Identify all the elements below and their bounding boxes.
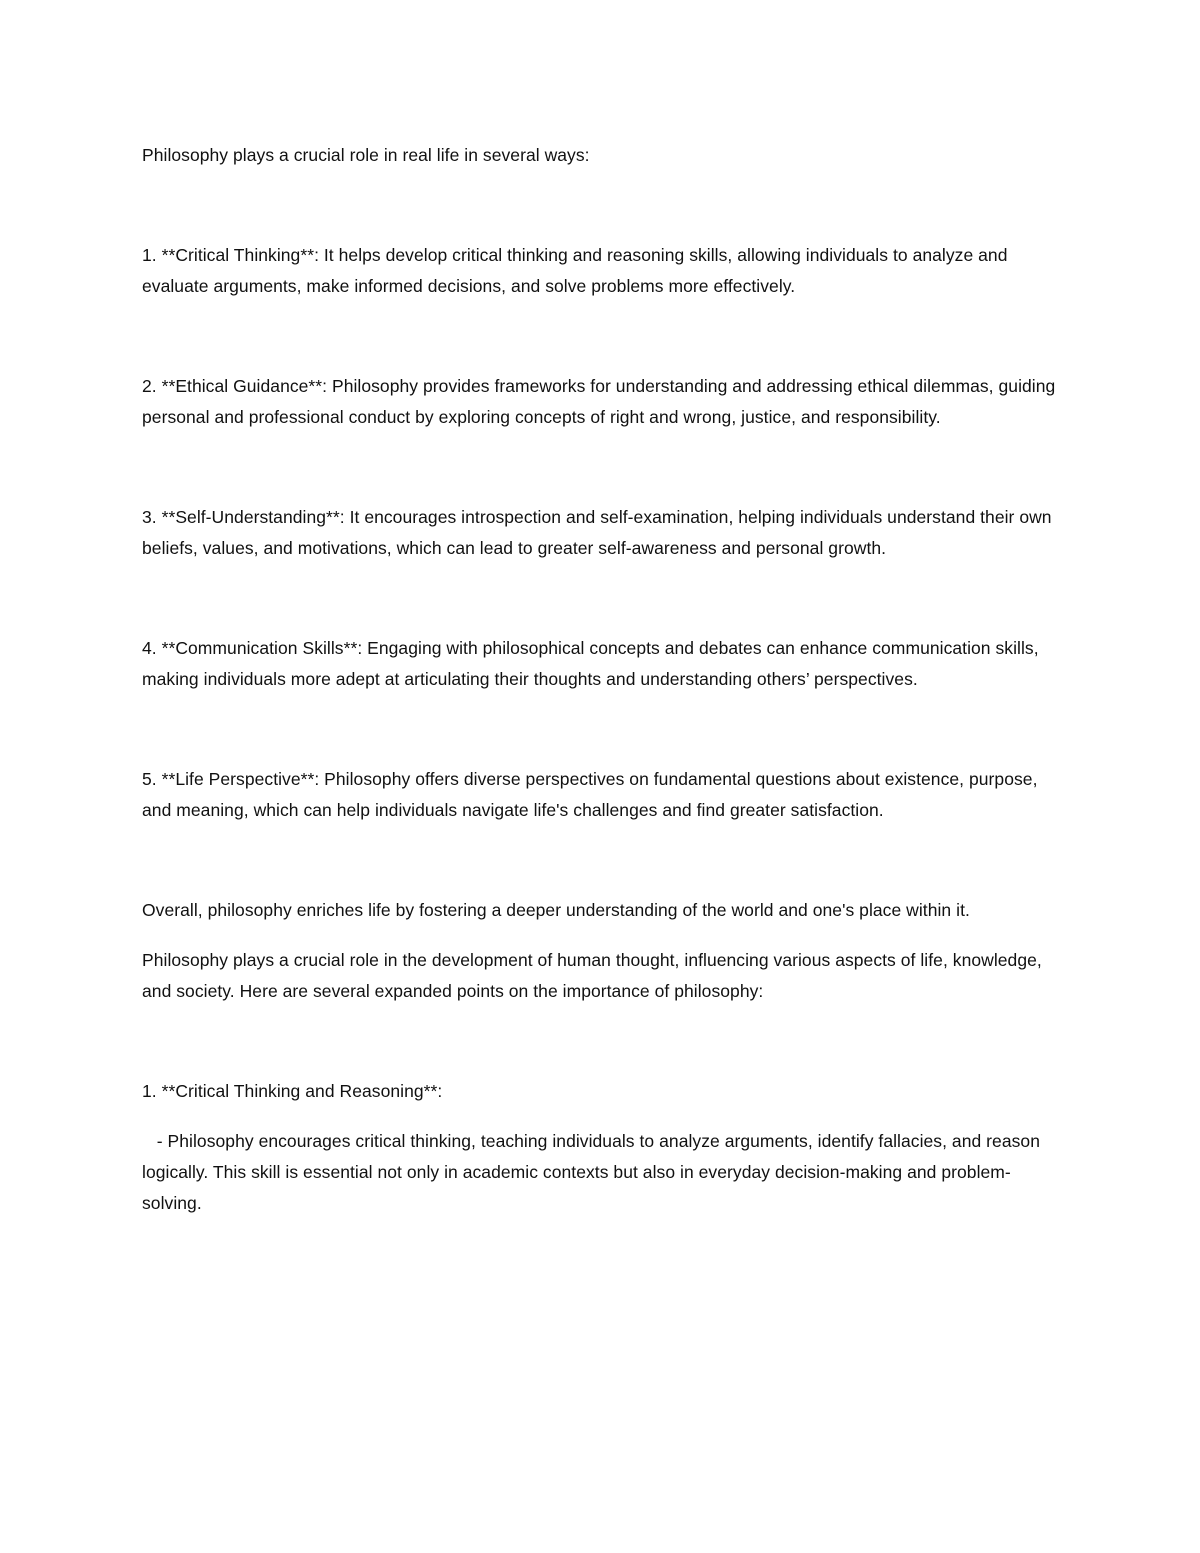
point-ethical-guidance: 2. **Ethical Guidance**: Philosophy provides frameworks for understanding and addressing ethical dilemmas, guiding personal and professional conduct by exploring concepts of right and wrong, justice, and responsibility. xyxy=(142,376,1056,427)
intro-paragraph: Philosophy plays a crucial role in real life in several ways: xyxy=(142,145,590,165)
expanded-heading: 1. **Critical Thinking and Reasoning**: xyxy=(142,1081,443,1101)
point-self-understanding: 3. **Self-Understanding**: It encourages introspection and self-examination, helping individuals understand their own beliefs, values, and motivations, which can lead to greater self-awareness and personal growth. xyxy=(142,507,1052,558)
point-communication-skills: 4. **Communication Skills**: Engaging with philosophical concepts and debates can enhance communication skills, making individuals more adept at articulating their thoughts and understanding others’ perspectives. xyxy=(142,638,1039,689)
overall-paragraph: Overall, philosophy enriches life by fostering a deeper understanding of the world and one's place within it. xyxy=(142,900,970,920)
point-critical-thinking: 1. **Critical Thinking**: It helps develop critical thinking and reasoning skills, allowing individuals to analyze and evaluate arguments, make informed decisions, and solve problems more effectively. xyxy=(142,245,1008,296)
point-life-perspective: 5. **Life Perspective**: Philosophy offers diverse perspectives on fundamental questions about existence, purpose, and meaning, which can help individuals navigate life's challenges and find greater satisfaction. xyxy=(142,769,1038,820)
document-body xyxy=(142,140,1062,1219)
expanded-text: - Philosophy encourages critical thinking, teaching individuals to analyze arguments, identify fallacies, and reason logically. This skill is essential not only in academic contexts but also in everyday decision-making and problem-solving. xyxy=(142,1131,1045,1213)
second-intro-paragraph: Philosophy plays a crucial role in the development of human thought, influencing various aspects of life, knowledge, and society. Here are several expanded points on the importance of philosophy: xyxy=(142,950,1042,1001)
